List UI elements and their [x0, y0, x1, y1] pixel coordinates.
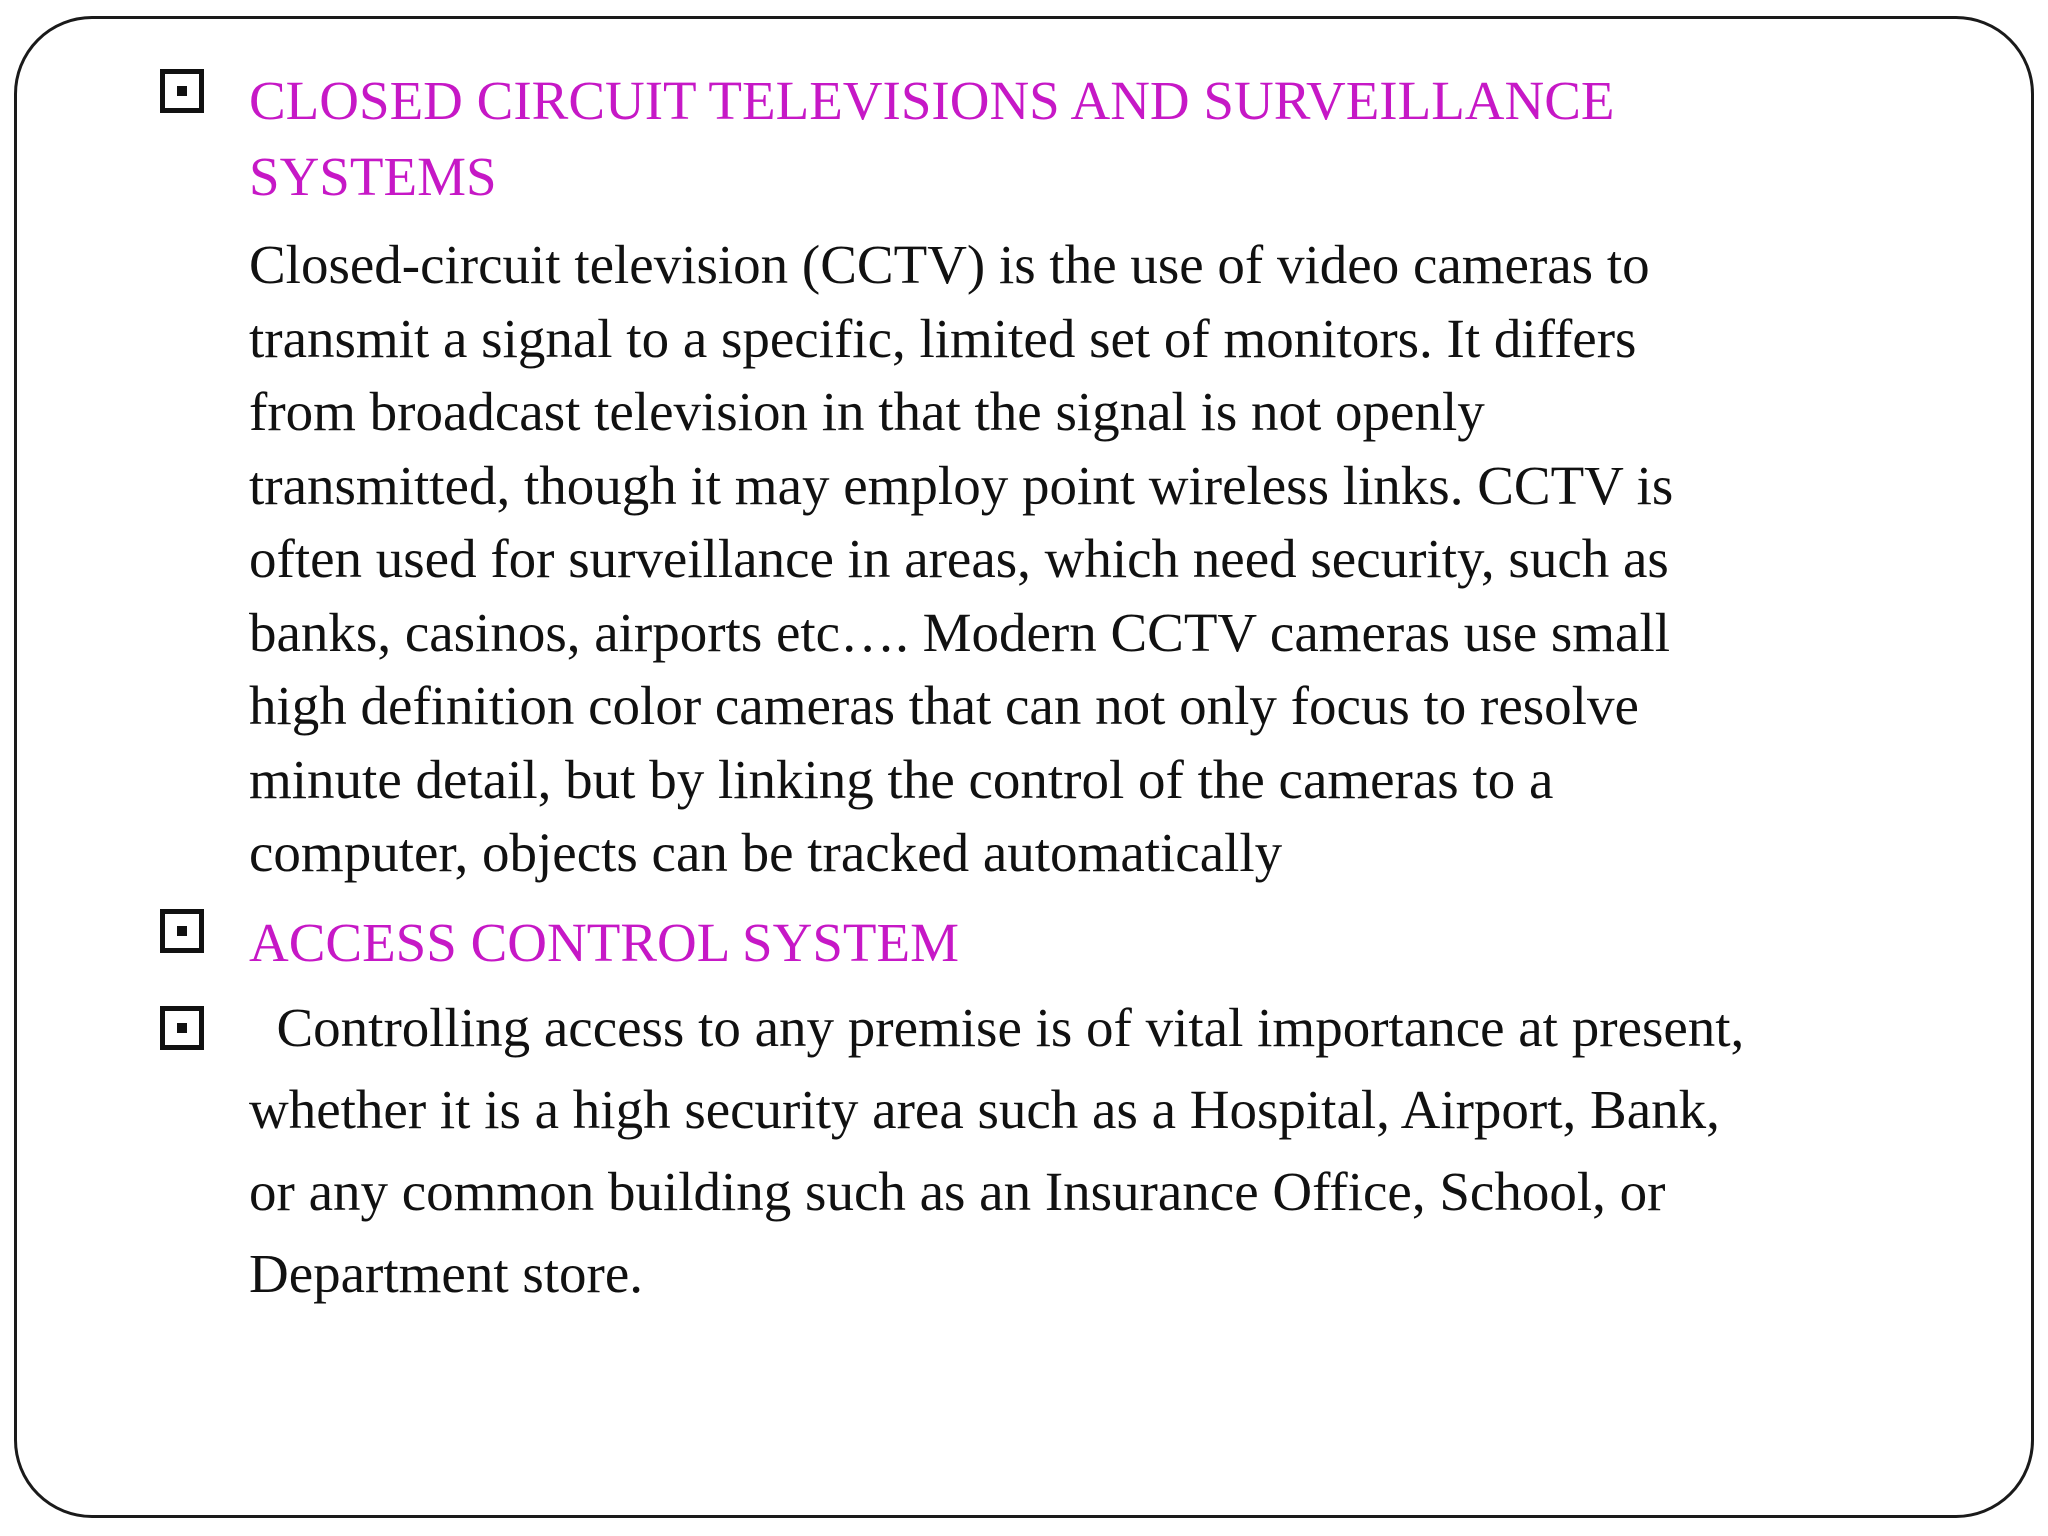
paragraph-line: whether it is a high security area such as a Hospital, Airport, Bank,: [249, 1079, 1720, 1140]
paragraph-line: minute detail, but by linking the control of the cameras to a: [249, 748, 1554, 810]
paragraph-line: or any common building such as an Insurance Office, School, or: [249, 1161, 1666, 1222]
paragraph-line: from broadcast television in that the signal is not openly: [249, 381, 1485, 442]
square-dot-bullet-icon: [160, 1006, 204, 1050]
paragraph-line: Controlling access to any premise is of vital importance at present,: [249, 997, 1745, 1058]
paragraph-line: Closed-circuit television (CCTV) is the use of video cameras to: [249, 234, 1650, 295]
cctv-paragraph: [249, 228, 1673, 890]
section-heading-cctv: [249, 63, 1615, 215]
paragraph-line: banks, casinos, airports etc…. Modern CCTV cameras use small: [249, 601, 1671, 663]
slide: [14, 16, 2034, 1518]
paragraph-line: high definition color cameras that can not only focus to resolve: [249, 675, 1639, 736]
heading-line: SYSTEMS: [249, 146, 497, 207]
access-control-paragraph: [249, 987, 1744, 1315]
heading-line: CLOSED CIRCUIT TELEVISIONS AND SURVEILLANCE: [249, 70, 1615, 131]
paragraph-line: Department store.: [249, 1243, 644, 1304]
heading-line: ACCESS CONTROL SYSTEM: [249, 912, 960, 973]
square-dot-bullet-icon: [160, 909, 204, 953]
paragraph-line: transmit a signal to a specific, limited set of monitors. It differs: [249, 307, 1637, 369]
section-heading-access-control: [249, 905, 959, 981]
paragraph-line: computer, objects can be tracked automatically: [249, 822, 1283, 883]
paragraph-line: often used for surveillance in areas, which need security, such as: [249, 528, 1669, 589]
square-dot-bullet-icon: [160, 69, 204, 113]
paragraph-line: transmitted, though it may employ point wireless links. CCTV is: [249, 454, 1674, 516]
